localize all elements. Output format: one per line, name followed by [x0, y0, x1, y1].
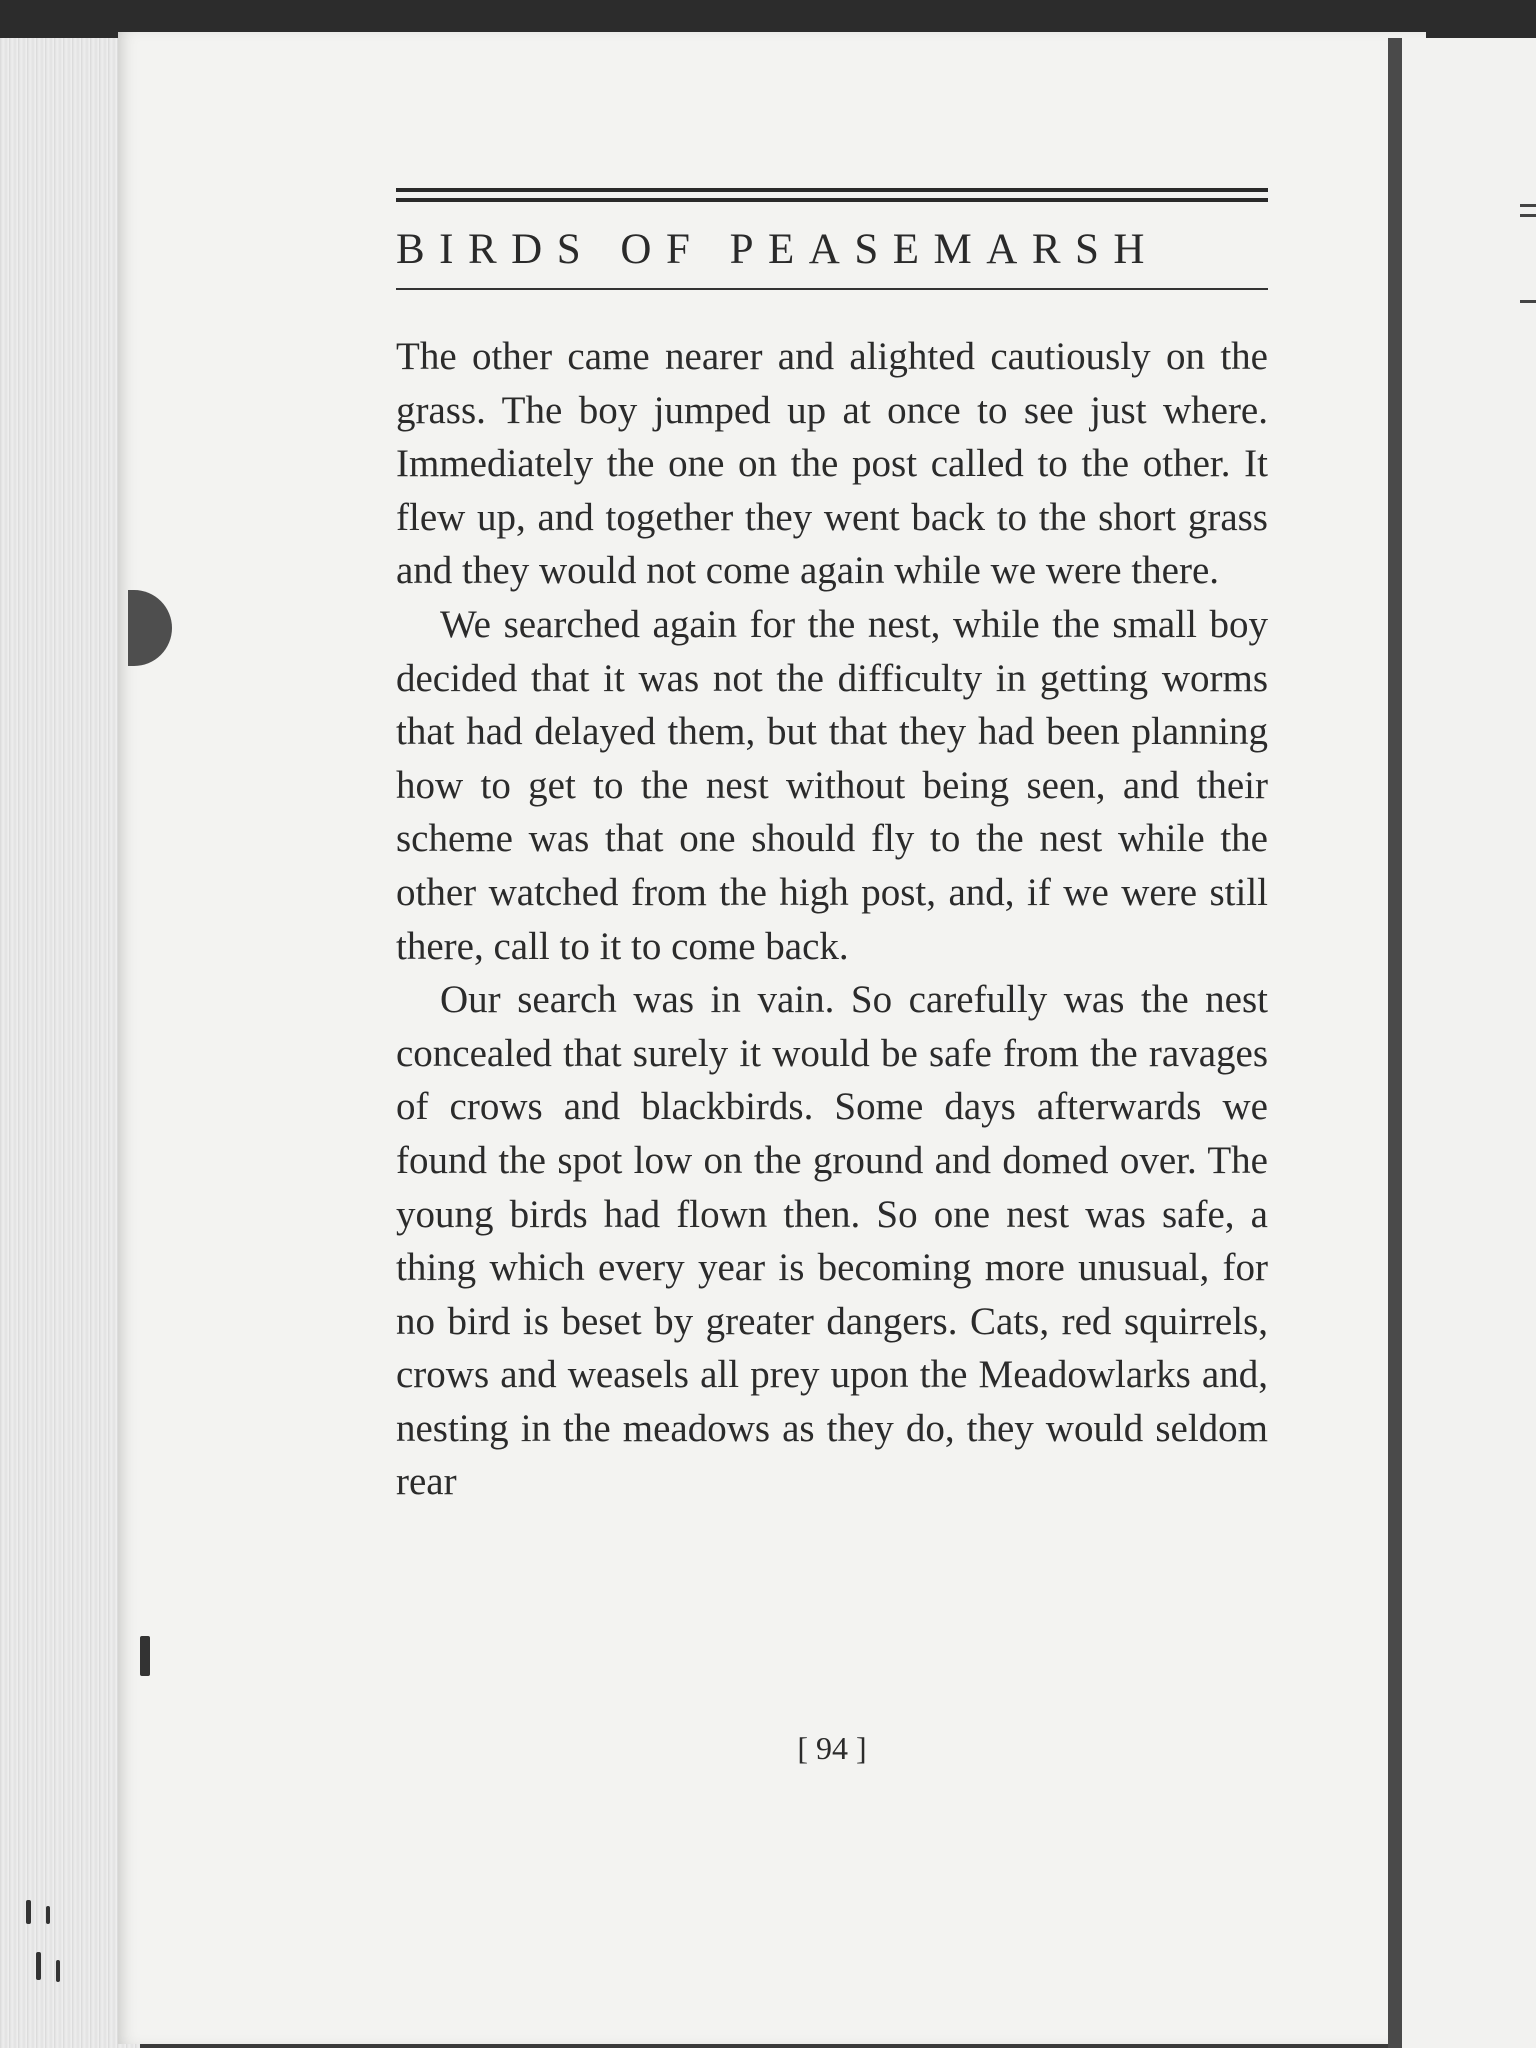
paragraph: Our search was in vain. So carefully was the nest concealed that surely it would be safe from the ravages of crows and blackbirds. Some days afterwards we found the spot low on the ground and domed over. The young birds had flown then. So one nest was safe, a thing which every year is becoming more unusual, for no bird is beset by greater dangers. Cats, red squirrels, crows and weasels all prey upon the Meadowlarks and, nesting in the meadows as they do, they would seldom rear — [396, 978, 1268, 1504]
page-number: [ 94 ] — [797, 1730, 867, 1766]
header-rule-top — [396, 188, 1268, 192]
body-text — [396, 330, 1268, 1509]
edge-mark — [26, 1900, 31, 1924]
edge-mark — [36, 1952, 41, 1980]
running-head: BIRDS OF PEASEMARSH — [396, 226, 1159, 273]
paragraph: We searched again for the nest, while the small boy decided that it was not the difficulty in getting worms that had delayed them, but that they had been planning how to get to the nest without being seen, and their scheme was that one should fly to the nest while the other watched from the high post, and, if we were still there, call to it to come back. — [396, 602, 1268, 968]
facing-page — [1402, 38, 1536, 2048]
edge-mark — [46, 1906, 50, 1924]
header-rule-bottom — [396, 288, 1268, 290]
facing-page-rule — [1520, 204, 1536, 207]
edge-mark — [140, 1636, 150, 1676]
facing-page-rule — [1520, 214, 1536, 217]
header-rule-top — [396, 198, 1268, 202]
facing-page-rule — [1520, 300, 1536, 303]
paragraph: The other came nearer and alighted cautiously on the grass. The boy jumped up at once to see just where. Immediately the one on the post called to the other. It flew up, and together they went back to the short grass and they would not come again while we were there. — [396, 335, 1268, 593]
edge-mark — [56, 1960, 60, 1982]
book-gutter — [1388, 38, 1402, 2048]
